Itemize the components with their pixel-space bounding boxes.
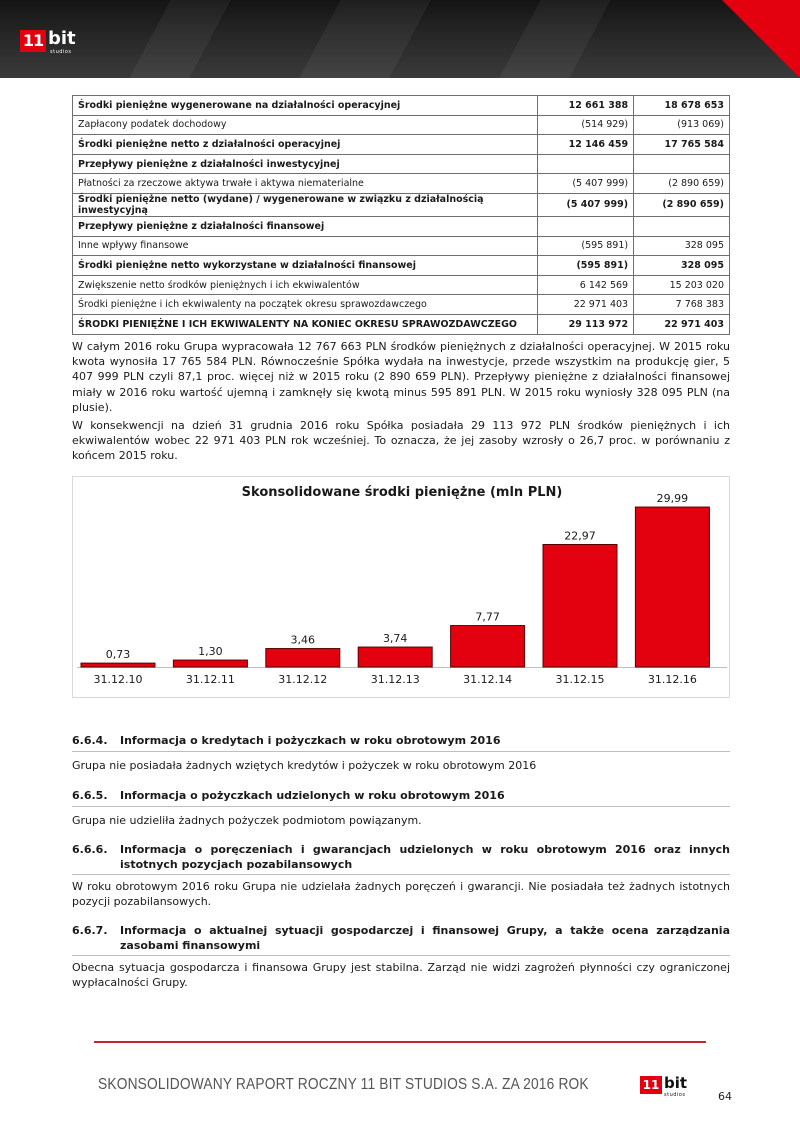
page-number: 64 bbox=[718, 1090, 732, 1103]
row-label: Zwiększenie netto środków pieniężnych i ich ekwiwalentów bbox=[73, 275, 538, 295]
chart-bar bbox=[173, 660, 247, 667]
row-label: Zapłacony podatek dochodowy bbox=[73, 115, 538, 135]
company-logo bbox=[20, 28, 76, 55]
value-2016: 29 113 972 bbox=[538, 314, 634, 334]
value-2016: 12 146 459 bbox=[538, 135, 634, 155]
logo-mark: 11 bbox=[20, 30, 46, 52]
header-stripe bbox=[299, 0, 430, 78]
chart-data-label: 29,99 bbox=[656, 492, 689, 506]
value-2016: (5 407 999) bbox=[538, 193, 634, 216]
chart-tick-label: 31.12.10 bbox=[93, 673, 143, 686]
table-row bbox=[73, 236, 730, 256]
footer-logo-mark: 11 bbox=[640, 1076, 662, 1094]
row-label: Przepływy pieniężne z działalności finansowej bbox=[73, 216, 538, 236]
section-number: 6.6.5. bbox=[72, 789, 108, 802]
page-header bbox=[0, 0, 800, 78]
row-label: Inne wpływy finansowe bbox=[73, 236, 538, 256]
value-2016: (5 407 999) bbox=[538, 174, 634, 194]
row-label: Środki pieniężne i ich ekwiwalenty na początek okresu sprawozdawczego bbox=[73, 295, 538, 315]
value-2016 bbox=[538, 216, 634, 236]
row-label: Środki pieniężne netto (wydane) / wygenerowane w związku z działalnością inwestycyjną bbox=[73, 193, 538, 216]
chart-tick-label: 31.12.12 bbox=[278, 673, 328, 686]
table-row bbox=[73, 275, 730, 295]
row-label: Środki pieniężne netto wykorzystane w działalności finansowej bbox=[73, 256, 538, 276]
cash-flow-table bbox=[72, 95, 730, 335]
section-title: Informacja o aktualnej sytuacji gospodarczej i finansowej Grupy, a także ocena zarządzania zasobami finansowymi bbox=[120, 924, 730, 952]
paragraph-cash-position: W konsekwencji na dzień 31 grudnia 2016 roku Spółka posiadała 29 113 972 PLN środków pieniężnych i ich ekwiwalentów wobec 22 971 403 PLN rok wcześniej. To oznacza, że jej zasoby wzrosły o 26,7 proc. w porównaniu z końcem 2015 roku. bbox=[72, 419, 730, 463]
section-number: 6.6.4. bbox=[72, 734, 108, 747]
section-heading-6-6-5 bbox=[72, 789, 730, 807]
chart-tick-label: 31.12.13 bbox=[370, 673, 420, 686]
table-row bbox=[73, 154, 730, 174]
footer-logo-word: bit bbox=[664, 1074, 688, 1092]
logo-sub: studios bbox=[50, 49, 72, 55]
row-label: Środki pieniężne netto z działalności operacyjnej bbox=[73, 135, 538, 155]
section-body-6-6-4: Grupa nie posiadała żadnych wziętych kredytów i pożyczek w roku obrotowym 2016 bbox=[72, 759, 537, 772]
cash-chart bbox=[72, 476, 730, 698]
chart-tick-label: 31.12.16 bbox=[647, 673, 697, 686]
chart-data-label: 22,97 bbox=[564, 529, 596, 543]
value-2016: 12 661 388 bbox=[538, 96, 634, 116]
section-heading-6-6-7 bbox=[72, 924, 730, 956]
value-2015: 15 203 020 bbox=[634, 275, 730, 295]
section-title: Informacja o kredytach i pożyczkach w roku obrotowym 2016 bbox=[120, 734, 501, 747]
chart-tick-label: 31.12.15 bbox=[555, 673, 605, 686]
value-2015 bbox=[634, 216, 730, 236]
section-title: Informacja o poręczeniach i gwarancjach udzielonych w roku obrotowym 2016 oraz innych istotnych pozycjach pozabilansowych bbox=[120, 843, 730, 871]
header-stripe bbox=[129, 0, 230, 78]
footer-divider bbox=[94, 1041, 706, 1043]
chart-data-label: 7,77 bbox=[475, 610, 500, 624]
value-2016: 22 971 403 bbox=[538, 295, 634, 315]
table-row bbox=[73, 216, 730, 236]
table-row bbox=[73, 193, 730, 216]
value-2015: (2 890 659) bbox=[634, 193, 730, 216]
value-2015: 328 095 bbox=[634, 236, 730, 256]
table-row bbox=[73, 256, 730, 276]
cash-chart-svg bbox=[73, 477, 731, 699]
paragraph-cash-summary: W całym 2016 roku Grupa wypracowała 12 767 663 PLN środków pieniężnych z działalności operacyjnej. W 2015 roku kwota wynosiła 17 765 584 PLN. Równocześnie Spółka wydała na inwestycje, przede wszystkim na produkcję gier, 5 407 999 PLN czyli 87,1 proc. więcej niż w 2015 roku (2 890 659 PLN). Przepływy pieniężne z działalności finansowej miały w 2016 roku wartość ujemną i zamknęły się kwotą minus 595 891 PLN. W 2015 roku wyniosły 328 095 PLN (na plusie). bbox=[72, 340, 730, 414]
section-body-6-6-7: Obecna sytuacja gospodarcza i finansowa Grupy jest stabilna. Zarząd nie widzi zagrożeń płynności czy ograniczonej wypłacalności Grupy. bbox=[72, 961, 730, 990]
table-row bbox=[73, 174, 730, 194]
chart-bar bbox=[451, 626, 525, 667]
value-2016: (514 929) bbox=[538, 115, 634, 135]
chart-bar bbox=[266, 649, 340, 667]
value-2015: (913 069) bbox=[634, 115, 730, 135]
value-2015: 7 768 383 bbox=[634, 295, 730, 315]
chart-data-label: 3,74 bbox=[382, 632, 408, 646]
value-2015: 22 971 403 bbox=[634, 314, 730, 334]
row-label: ŚRODKI PIENIĘŻNE I ICH EKWIWALENTY NA KONIEC OKRESU SPRAWOZDAWCZEGO bbox=[73, 314, 538, 334]
chart-tick-label: 31.12.11 bbox=[185, 673, 235, 686]
chart-bar bbox=[635, 507, 709, 667]
row-label: Płatności za rzeczowe aktywa trwałe i aktywa niematerialne bbox=[73, 174, 538, 194]
header-red-corner bbox=[722, 0, 800, 78]
value-2015 bbox=[634, 154, 730, 174]
chart-bar bbox=[543, 544, 617, 667]
value-2015: 18 678 653 bbox=[634, 96, 730, 116]
chart-bar bbox=[81, 663, 155, 667]
chart-data-label: 3,46 bbox=[290, 633, 316, 647]
row-label: Przepływy pieniężne z działalności inwestycyjnej bbox=[73, 154, 538, 174]
section-number: 6.6.6. bbox=[72, 843, 108, 856]
footer-report-title: SKONSOLIDOWANY RAPORT ROCZNY 11 BIT STUDIOS S.A. ZA 2016 ROK bbox=[98, 1076, 589, 1093]
value-2016: 6 142 569 bbox=[538, 275, 634, 295]
value-2016: (595 891) bbox=[538, 256, 634, 276]
section-body-6-6-5: Grupa nie udzieliła żadnych pożyczek podmiotom powiązanym. bbox=[72, 814, 422, 827]
header-stripe bbox=[499, 0, 610, 78]
section-number: 6.6.7. bbox=[72, 924, 108, 937]
value-2015: 328 095 bbox=[634, 256, 730, 276]
table-row bbox=[73, 135, 730, 155]
table-row bbox=[73, 295, 730, 315]
section-title: Informacja o pożyczkach udzielonych w roku obrotowym 2016 bbox=[120, 789, 505, 802]
chart-data-label: 0,73 bbox=[105, 648, 131, 662]
section-body-6-6-6: W roku obrotowym 2016 roku Grupa nie udzielała żadnych poręczeń i gwarancji. Nie posiadała też żadnych istotnych pozycji pozabilansowych. bbox=[72, 880, 730, 909]
value-2016 bbox=[538, 154, 634, 174]
section-heading-6-6-4 bbox=[72, 734, 730, 752]
row-label: Środki pieniężne wygenerowane na działalności operacyjnej bbox=[73, 96, 538, 116]
table-row bbox=[73, 115, 730, 135]
chart-title: Skonsolidowane środki pieniężne (mln PLN) bbox=[241, 485, 563, 500]
section-heading-6-6-6 bbox=[72, 843, 730, 875]
value-2015: 17 765 584 bbox=[634, 135, 730, 155]
table-row bbox=[73, 96, 730, 116]
chart-tick-label: 31.12.14 bbox=[463, 673, 513, 686]
logo-word: bit bbox=[48, 28, 76, 49]
value-2015: (2 890 659) bbox=[634, 174, 730, 194]
footer-logo-sub: studios bbox=[664, 1092, 686, 1098]
table-row bbox=[73, 314, 730, 334]
chart-data-label: 1,30 bbox=[198, 645, 223, 659]
value-2016: (595 891) bbox=[538, 236, 634, 256]
chart-bar bbox=[358, 647, 432, 667]
